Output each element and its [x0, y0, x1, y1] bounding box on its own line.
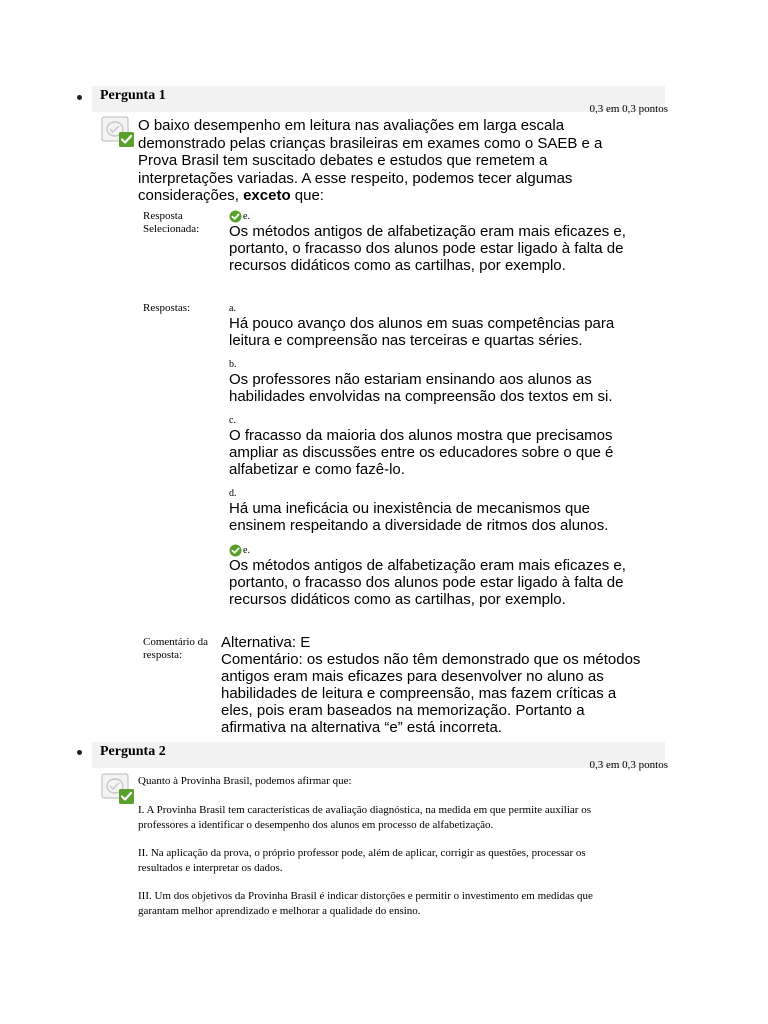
answer-letter: a.	[229, 302, 236, 314]
question-title: Pergunta 2	[100, 744, 166, 759]
selected-answer-label: Resposta Selecionada:	[143, 210, 200, 235]
question-header	[92, 86, 665, 112]
question-title: Pergunta 1	[100, 88, 166, 103]
statement-iii: III. Um dos objetivos da Provinha Brasil é indicar distorções e permitir o investimento em medidas que garantam melhor aprendizado e melhorar a qualidade do ensino.	[138, 890, 593, 917]
comment-label: Comentário da resposta:	[143, 636, 209, 661]
list-bullet	[77, 750, 82, 755]
answer-comment	[221, 634, 651, 736]
answers-label: Respostas:	[143, 302, 191, 314]
comment-alternative: Alternativa: E	[221, 634, 311, 651]
question-prompt: Quanto à Provinha Brasil, podemos afirmar que:	[138, 775, 352, 787]
answer-text: Há pouco avanço dos alunos em suas competências para leitura e compreensão nas terceiras e quartas séries.	[229, 315, 615, 349]
comment-text: Comentário: os estudos não têm demonstrado que os métodos antigos eram mais eficazes para desenvolver no aluno as habilidades de leitura e compreensão, mas fazem críticas a eles, pois eram baseados na memorização. Portanto a afirmativa na alternativa “e” está incorreta.	[221, 651, 641, 736]
answer-letter: d.	[229, 487, 237, 499]
answer-option-a	[229, 302, 639, 349]
answer-text: Os métodos antigos de alfabetização eram mais eficazes e, portanto, o fracasso dos alunos pode estar ligado à falta de recursos didáticos como as cartilhas, por exemplo.	[229, 557, 626, 608]
statement-i: I. A Provinha Brasil tem características de avaliação diagnóstica, na medida em que permite auxiliar os professores a identificar o desempenho dos alunos em processo de alfabetização.	[138, 804, 591, 831]
question-points: 0,3 em 0,3 pontos	[589, 759, 668, 771]
answer-text: O fracasso da maioria dos alunos mostra que precisamos ampliar as discussões entre os educadores sobre o que é alfabetizar e como fazê-lo.	[229, 427, 614, 478]
answer-option-d	[229, 487, 639, 534]
statement-ii: II. Na aplicação da prova, o próprio professor pode, além de aplicar, corrigir as questões, processar os resultados e interpretar os dados.	[138, 847, 586, 874]
answer-letter: e.	[243, 210, 250, 222]
correct-check-icon	[229, 210, 242, 223]
answer-letter: e.	[243, 544, 250, 556]
answer-text: Os métodos antigos de alfabetização eram mais eficazes e, portanto, o fracasso dos alunos pode estar ligado à falta de recursos didáticos como as cartilhas, por exemplo.	[229, 223, 626, 274]
answer-option-c	[229, 414, 639, 478]
question-points: 0,3 em 0,3 pontos	[589, 103, 668, 115]
selected-answer	[229, 210, 639, 274]
prompt-emphasis: exceto	[243, 187, 291, 204]
correct-check-icon	[229, 544, 242, 557]
answer-letter: c.	[229, 414, 236, 426]
answer-text: Os professores não estariam ensinando aos alunos as habilidades envolvidas na compreensão dos textos em si.	[229, 371, 613, 405]
answer-option-b	[229, 358, 639, 405]
answer-text: Há uma ineficácia ou inexistência de mecanismos que ensinem respeitando a diversidade de ritmos dos alunos.	[229, 500, 609, 534]
answer-option-e	[229, 544, 639, 608]
correct-check-icon	[101, 116, 135, 148]
question-prompt: O baixo desempenho em leitura nas avaliações em larga escala demonstrado pelas crianças brasileiras em exames como o SAEB e a Prova Brasil tem suscitado debates e estudos que remetem a interpretações variadas. A esse respeito, podemos tecer algumas considerações, exceto que:	[138, 117, 603, 204]
answer-letter: b.	[229, 358, 237, 370]
correct-check-icon	[101, 773, 135, 805]
list-bullet	[77, 95, 82, 100]
question-header	[92, 742, 665, 768]
